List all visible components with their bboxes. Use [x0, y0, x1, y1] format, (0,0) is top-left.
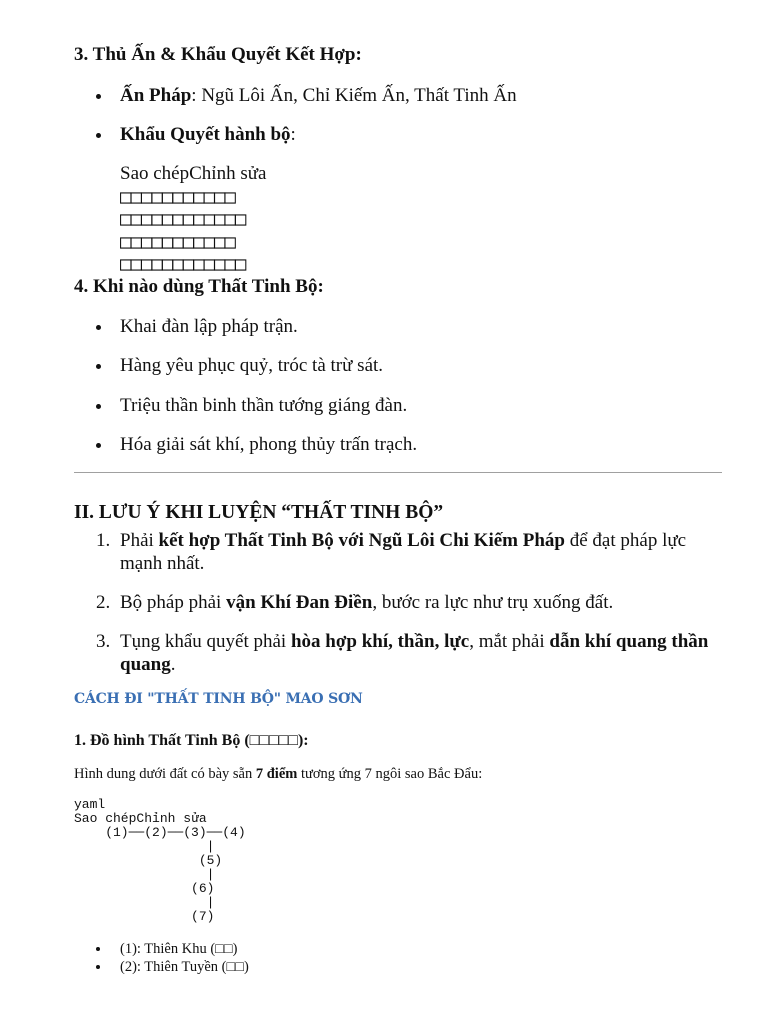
item-sep: :	[191, 85, 202, 106]
item-text: Bộ pháp phải	[120, 592, 227, 613]
bullet-icon	[96, 404, 101, 409]
list-item	[96, 940, 238, 958]
code-line: □□□□□□□□□□□□	[120, 253, 246, 275]
list-item	[96, 394, 407, 418]
item-text: (2): Thiên Tuyền (□□)	[120, 959, 249, 975]
item-number: 3.	[96, 631, 111, 652]
bullet-icon	[96, 364, 101, 369]
code-line: □□□□□□□□□□□	[120, 185, 235, 208]
item-text: Triệu thần binh thần tướng giáng đàn.	[120, 395, 408, 416]
intro-text: tương ứng 7 ngôi sao Bắc Đẩu:	[297, 766, 483, 782]
item-sep: :	[290, 124, 296, 145]
item-bold: vận Khí Đan Điền	[226, 592, 373, 613]
list-item	[96, 315, 298, 339]
part2-heading: II. LƯU Ý KHI LUYỆN “THẤT TINH BỘ”	[74, 502, 444, 523]
item-bold: hòa hợp khí, thần, lực	[290, 631, 470, 652]
code-lang: yaml	[74, 797, 106, 812]
item-text: Phải	[120, 530, 159, 551]
list-item	[96, 433, 417, 457]
code-toolbar[interactable]: Sao chépChỉnh sửa	[74, 811, 207, 826]
item-text: .	[170, 654, 176, 675]
list-item	[96, 123, 296, 147]
bullet-icon	[96, 947, 100, 951]
intro-bold: 7 điểm	[255, 766, 298, 782]
item-text: để đạt pháp lực mạnh nhất.	[120, 530, 687, 574]
item-number: 2.	[96, 592, 111, 613]
code-block	[120, 163, 266, 276]
intro-paragraph	[74, 766, 482, 783]
bullet-icon	[96, 325, 101, 330]
item-bold: dẫn khí quang thần quang	[120, 631, 709, 675]
code-toolbar[interactable]: Sao chépChỉnh sửa	[120, 163, 267, 184]
item-text: (1): Thiên Khu (□□)	[120, 941, 238, 957]
star-diagram: (1)──(2)──(3)──(4) | (5) | (6) | (7)	[105, 825, 246, 924]
bullet-icon	[96, 965, 100, 969]
code-line: □□□□□□□□□□□	[120, 230, 235, 253]
item-bold: kết hợp Thất Tinh Bộ với Ngũ Lôi Chi Kiếm Pháp	[158, 530, 565, 551]
bullet-icon	[96, 443, 101, 448]
intro-text: Hình dung dưới đất có bày sẵn	[74, 766, 256, 782]
item-text: Tụng khẩu quyết phải	[120, 631, 291, 652]
section4-heading: 4. Khi nào dùng Thất Tinh Bộ:	[74, 276, 324, 297]
list-item	[96, 958, 249, 976]
diagram-code-block	[74, 798, 246, 924]
diagram-heading: 1. Đồ hình Thất Tinh Bộ (□□□□□):	[74, 732, 309, 749]
item-text: , mắt phải	[469, 631, 550, 652]
list-item	[96, 84, 517, 108]
item-text: Hàng yêu phục quỷ, tróc tà trừ sát.	[120, 355, 384, 376]
bullet-icon	[96, 133, 101, 138]
horizontal-rule	[74, 472, 722, 473]
item-text: Khai đàn lập pháp trận.	[120, 316, 298, 337]
item-text: , bước ra lực như trụ xuống đất.	[372, 592, 614, 613]
list-item	[96, 529, 726, 575]
section3-heading: 3. Thủ Ấn & Khẩu Quyết Kết Hợp:	[74, 44, 362, 65]
item-label: Khẩu Quyết hành bộ	[120, 124, 291, 145]
item-number: 1.	[96, 530, 111, 551]
bullet-icon	[96, 94, 101, 99]
list-item	[96, 354, 383, 378]
list-item	[96, 630, 726, 676]
item-text: Ngũ Lôi Ấn, Chỉ Kiếm Ấn, Thất Tinh Ấn	[201, 85, 517, 106]
item-label: Ấn Pháp	[120, 85, 192, 106]
code-line: □□□□□□□□□□□□	[120, 208, 246, 230]
list-item	[96, 591, 726, 614]
mao-son-heading: CÁCH ĐI "THẤT TINH BỘ" MAO SƠN	[74, 691, 363, 707]
item-text: Hóa giải sát khí, phong thủy trấn trạch.	[120, 434, 418, 455]
